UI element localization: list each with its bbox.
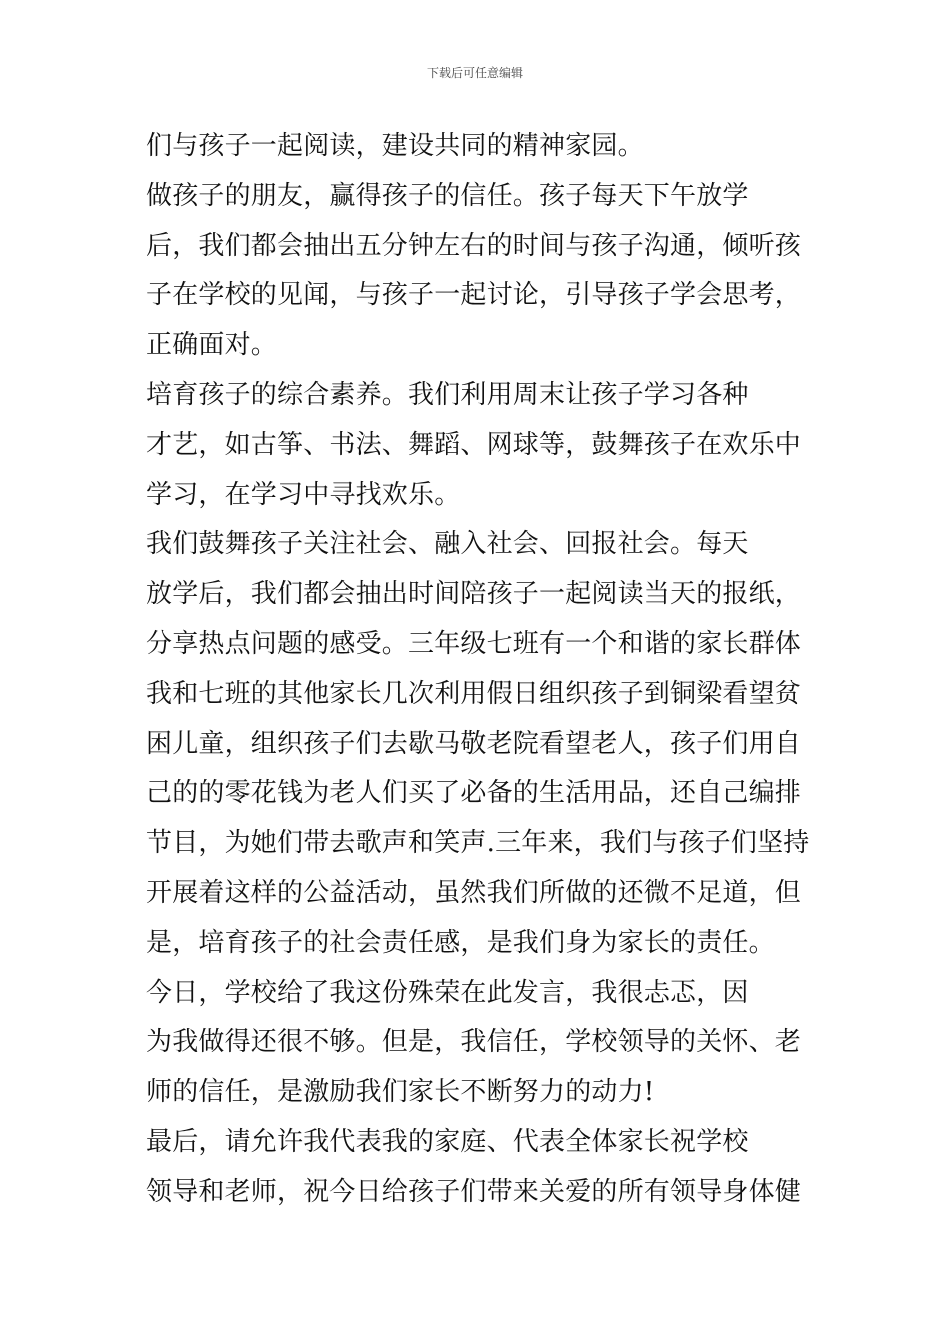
page-header-note: 下载后可任意编辑 bbox=[426, 66, 523, 80]
paragraph-1: 们与孩子一起阅读，建设共同的精神家园。 bbox=[146, 131, 644, 161]
paragraph-4: 我们鼓舞孩子关注社会、融入社会、回报社会。每天 放学后，我们都会抽出时间陪孩子一起阅读当天的报纸， 分享热点问题的感受。三年级七班有一个和谐的家长群体 我和七班的其他家长几次利用假日组织孩子到铜梁看望贫 困儿童，组织孩子们去歇马敬老院看望老人，孩子们用自 己的的零花钱为老人们买了必备的生活用品，还自己编排 节目，为她们带去歌声和笑声.三年来，我们与孩子们坚持 开展着这样的公益活动，虽然我们所做的还微不足道，但 是，培育孩子的社会责任感，是我们身为家长的责任。 bbox=[146, 529, 810, 958]
document-body bbox=[146, 122, 816, 1218]
paragraph-6: 最后，请允许我代表我的家庭、代表全体家长祝学校 领导和老师，祝今日给孩子们带来关爱的所有领导身体健 bbox=[146, 1126, 802, 1207]
paragraph-3: 培育孩子的综合素养。我们利用周末让孩子学习各种 才艺，如古筝、书法、舞蹈、网球等，鼓舞孩子在欢乐中 学习，在学习中寻找欢乐。 bbox=[146, 379, 802, 510]
paragraph-5: 今日，学校给了我这份殊荣在此发言，我很忐忑，因 为我做得还很不够。但是，我信任，学校领导的关怀、老 师的信任，是激励我们家长不断努力的动力! bbox=[146, 977, 802, 1108]
paragraph-2: 做孩子的朋友，赢得孩子的信任。孩子每天下午放学 后，我们都会抽出五分钟左右的时间与孩子沟通，倾听孩 子在学校的见闻，与孩子一起讨论，引导孩子学会思考， 正确面对。 bbox=[146, 180, 802, 361]
